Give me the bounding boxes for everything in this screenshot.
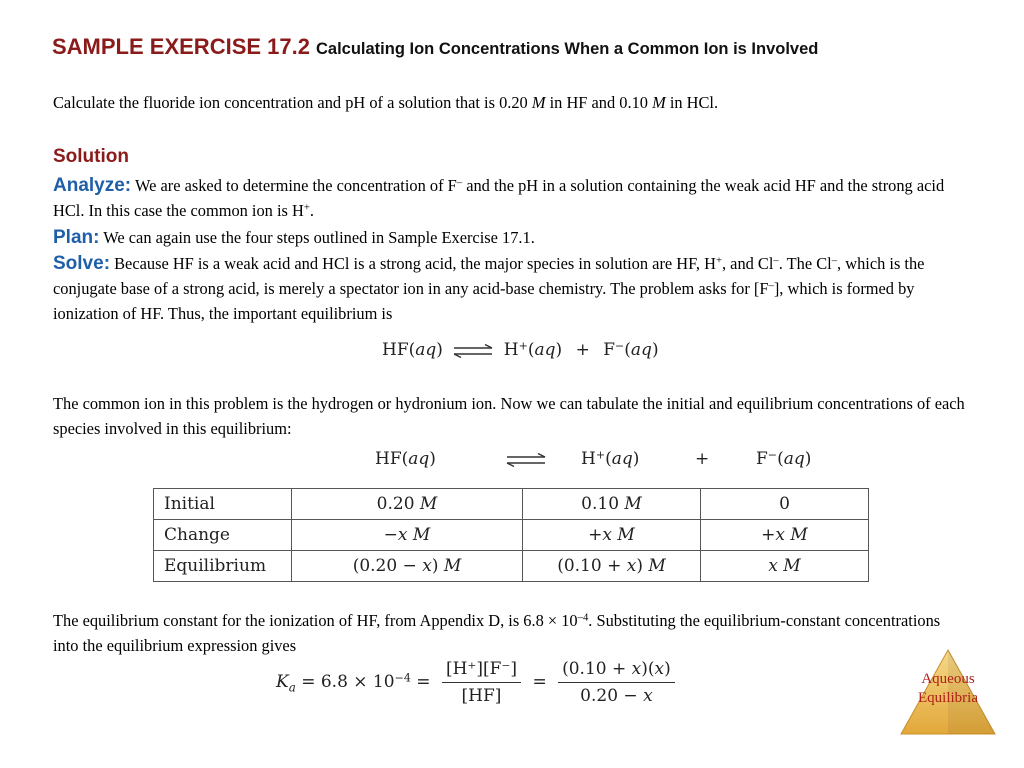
charge-sup: – [831,255,838,267]
problem-text: in HF and 0.10 [545,93,653,112]
analyze-text: . [309,201,314,220]
cell-text: − [383,525,398,545]
eq-phase: aq [611,449,633,469]
charge-sup: − [767,448,778,462]
solve-label: Solve: [53,253,111,274]
cell-unit: M [777,556,801,576]
badge-line: Equilibria [918,690,978,706]
charge-sup: + [518,339,528,353]
den-var: x [643,686,653,706]
cell-unit: M [785,525,808,545]
charge-sup: + [715,255,722,267]
table-header-hf [375,449,436,469]
plan-text: We can again use the four steps outlined in Sample Exercise 17.1. [99,228,535,247]
cell-text: ) [431,556,444,576]
cell-text: (0.10 + [557,556,627,576]
num-var: x [654,659,665,679]
ka-text: . Substituting the equilibrium-constant concentrations into the equilibrium expression gives [53,611,941,655]
eq-term: H [581,449,596,469]
row-label: Initial [154,489,292,520]
table-cell [701,551,869,582]
badge-line: Aqueous [921,671,975,687]
den-text: 0.20 − [580,686,644,706]
eq-phase: aq [783,449,805,469]
table-header-h: H+(aq) [581,448,640,469]
table-cell [523,551,701,582]
charge-sup: – [768,280,774,292]
cell-text: 0.20 [376,494,420,514]
solution-heading: Solution [53,146,129,167]
fraction-concentrations [442,659,521,706]
table-row [154,551,869,582]
plan-paragraph [53,225,968,250]
ka-equation [276,659,681,706]
cell-var: x [422,556,432,576]
cell-unit: M [648,556,666,576]
slide-title [52,34,818,60]
table-cell: 0 [701,489,869,520]
ka-subscript: a [288,680,296,695]
eq-term: F [603,340,616,360]
row-label: Change [154,520,292,551]
row-label: Equilibrium [154,551,292,582]
solve-text: , and Cl [721,254,774,273]
solve-text: ], which is formed by ionization of HF. Thus, the important equilibrium is [53,279,915,323]
equals-sign: = [410,672,436,692]
charge-sup: – [456,177,463,189]
eq-term: H [503,340,519,360]
eq-phase: aq [415,340,437,360]
solve-text: Because HF is a weak acid and HCl is a strong acid, the major species in solution are HF, H [110,254,716,273]
table-cell [292,551,523,582]
table-cell [292,520,523,551]
eq-term: ) [555,340,563,360]
molar-unit: M [652,93,666,112]
charge-sup: + [303,202,310,214]
cell-var: x [775,525,786,545]
table-cell [292,489,523,520]
num-text: ) [664,659,671,679]
equals-sign: = [532,672,553,692]
ka-paragraph [53,608,968,658]
common-ion-paragraph: The common ion in this problem is the hydrogen or hydronium ion. Now we can tabulate the initial and equilibrium concentrations of each species involved in this equilibrium: [53,394,965,438]
ka-text: The equilibrium constant for the ionization of HF, from Appendix D, is 6.8 × 10 [53,611,578,630]
cell-text: (0.20 − [352,556,423,576]
eq-term: ) [804,449,812,469]
analyze-text: and the pH in a solution containing the weak acid HF and the strong acid HCl. In this case the common ion is H [53,176,945,220]
badge-text [898,670,998,708]
table-header-plus: + [695,449,710,469]
problem-text: Calculate the fluoride ion concentration and pH of a solution that is 0.20 [53,93,532,112]
ka-value: = 6.8 × 10 [295,672,395,692]
equilibrium-arrows-icon [505,453,547,467]
cell-text: + [588,525,603,545]
cell-unit: M [443,556,462,576]
cell-text: ) [636,556,649,576]
fraction-values [558,659,675,706]
ka-symbol: K [276,672,289,692]
eq-term: ) [651,340,659,360]
molar-unit: M [531,93,546,112]
charge-sup: + [595,448,606,462]
eq-term: F [756,449,768,469]
cell-unit: M [419,494,438,514]
charge-sup: − [615,339,625,353]
cell-unit: M [407,525,431,545]
equilibrium-arrows-icon [452,344,494,358]
table-row [154,520,869,551]
fraction-numerator [558,659,675,683]
eq-phase: aq [408,449,430,469]
exercise-number: SAMPLE EXERCISE 17.2 [52,34,310,59]
eq-phase: aq [534,340,556,360]
fraction-denominator [558,683,675,706]
eq-term: HF( [375,449,409,469]
eq-plus: + [575,340,590,360]
table-header-f: F−(aq) [756,448,812,469]
solve-paragraph [53,251,968,326]
cell-var: x [626,556,637,576]
table-cell [523,520,701,551]
cell-var: x [397,525,408,545]
num-var: x [631,659,642,679]
plan-label: Plan: [53,227,100,248]
eq-term: ) [632,449,640,469]
eq-term: ) [436,340,443,360]
eq-term: HF( [382,340,416,360]
charge-sup: – [773,255,779,267]
table-row [154,489,869,520]
solve-text: , which is the conjugate base of a strong acid, is merely a spectator ion in any acid-base chemistry. The problem asks for [F [53,254,925,298]
cell-text: 0.10 [581,494,625,514]
analyze-label: Analyze: [53,175,132,196]
exponent-sup: −4 [394,671,411,685]
fraction-numerator: [H⁺][F⁻] [442,659,521,683]
cell-unit: M [612,525,635,545]
ice-table [153,488,869,582]
solve-text: . The Cl [778,254,832,273]
eq-phase: aq [630,340,652,360]
exercise-subtitle: Calculating Ion Concentrations When a Common Ion is Involved [315,40,819,58]
fraction-denominator: [HF] [461,686,502,706]
cell-unit: M [624,494,642,514]
cell-var: x [602,525,613,545]
equilibrium-equation: HF(aq) H+(aq) + F−(aq) [382,339,659,360]
num-text: (0.10 + [562,659,632,679]
exponent-sup: –4 [577,612,589,624]
table-cell [701,520,869,551]
problem-text: in HCl. [665,93,719,112]
table-cell [523,489,701,520]
cell-text: + [761,525,776,545]
aqueous-equilibria-badge [898,648,998,736]
num-text: )( [641,659,655,679]
cell-var: x [768,556,778,576]
eq-term: ) [429,449,436,469]
problem-statement [53,90,968,115]
analyze-text: We are asked to determine the concentration of F [131,176,457,195]
analyze-paragraph [53,173,968,223]
